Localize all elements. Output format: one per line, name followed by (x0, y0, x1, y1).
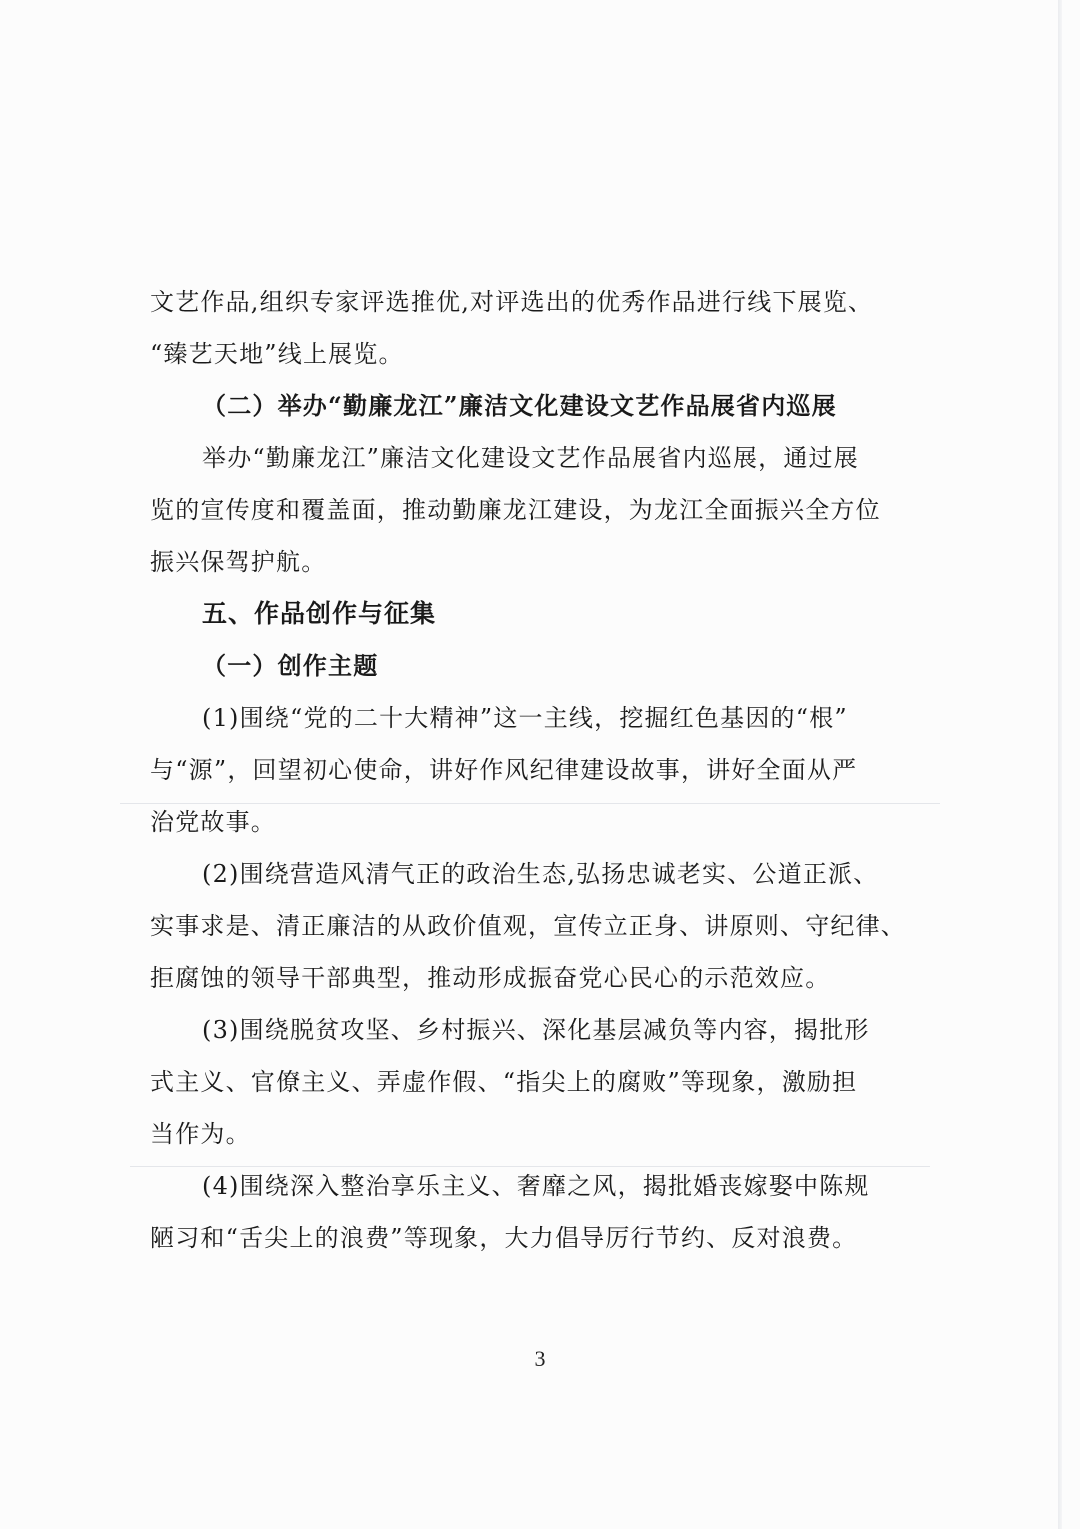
paragraph-line: 文艺作品,组织专家评选推优,对评选出的优秀作品进行线下展览、 (150, 288, 874, 316)
paragraph-line: 拒腐蚀的领导干部典型，推动形成振奋党心民心的示范效应。 (150, 964, 831, 992)
paragraph-line: (4)围绕深入整治享乐主义、奢靡之风，揭批婚丧嫁娶中陈规 (202, 1172, 870, 1200)
paragraph-line: 当作为。 (150, 1120, 251, 1148)
document-body (150, 276, 915, 1264)
paragraph-line: 览的宣传度和覆盖面，推动勤廉龙江建设，为龙江全面振兴全方位 (150, 496, 881, 524)
paragraph-line: “臻艺天地”线上展览。 (150, 340, 404, 368)
paragraph-line: 陋习和“舌尖上的浪费”等现象，大力倡导厉行节约、反对浪费。 (150, 1224, 858, 1252)
paragraph-line: 式主义、官僚主义、弄虚作假、“指尖上的腐败”等现象，激励担 (150, 1068, 858, 1096)
paragraph-line: (2)围绕营造风清气正的政治生态,弘扬忠诚老实、公道正派、 (202, 860, 879, 888)
paragraph-line: (1)围绕“党的二十大精神”这一主线，挖掘红色基因的“根” (202, 704, 848, 732)
section-heading-creation-collection: 五、作品创作与征集 (202, 599, 437, 628)
paragraph-line: 治党故事。 (150, 808, 276, 836)
subheading-touring-exhibition: （二）举办“勤廉龙江”廉洁文化建设文艺作品展省内巡展 (202, 391, 837, 420)
page-number: 3 (534, 1346, 546, 1371)
paragraph-line: 举办“勤廉龙江”廉洁文化建设文艺作品展省内巡展，通过展 (202, 444, 859, 472)
paragraph-line: 与“源”，回望初心使命，讲好作风纪律建设故事，讲好全面从严 (150, 756, 858, 784)
scan-edge-shadow (1058, 0, 1062, 1529)
paragraph-line: 实事求是、清正廉洁的从政价值观，宣传立正身、讲原则、守纪律、 (150, 912, 906, 940)
paragraph-line: (3)围绕脱贫攻坚、乡村振兴、深化基层减负等内容，揭批形 (202, 1016, 870, 1044)
subheading-creation-theme: （一）创作主题 (202, 651, 379, 680)
paragraph-line: 振兴保驾护航。 (150, 548, 327, 576)
